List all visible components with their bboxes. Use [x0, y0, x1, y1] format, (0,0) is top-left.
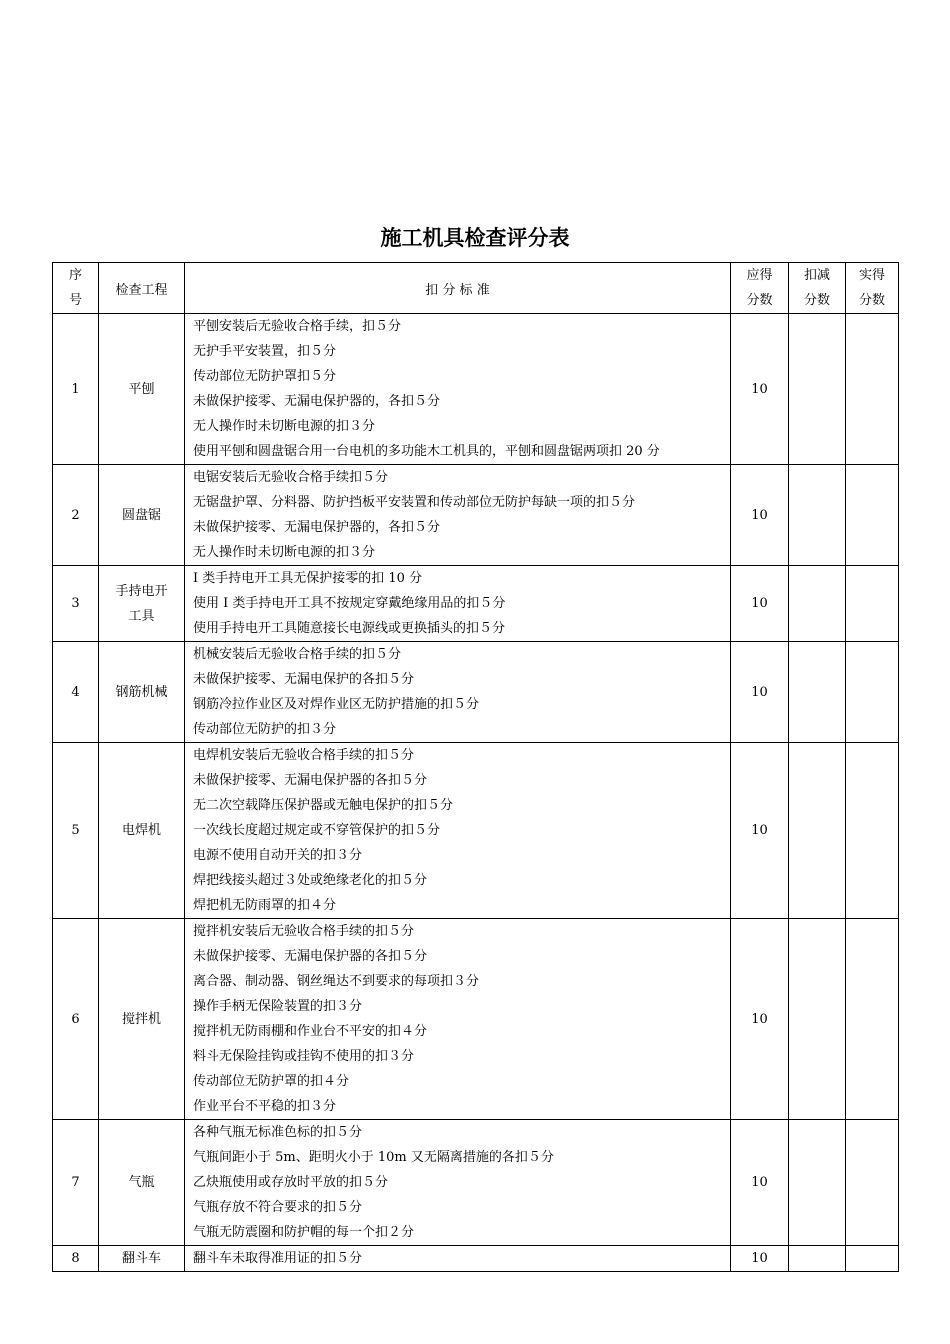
table-row: [53, 1246, 899, 1272]
row-standards: [185, 642, 731, 743]
table-row: [53, 743, 899, 919]
row-item-label: 气瓶: [128, 1175, 155, 1190]
standard-line: 焊把机无防雨罩的扣４分: [193, 898, 337, 913]
row-number: 1: [53, 314, 99, 465]
table-row: [53, 566, 899, 642]
standard-line: 未做保护接零、无漏电保护器的各扣５分: [193, 949, 428, 964]
row-actual-score[interactable]: [846, 1120, 899, 1246]
row-item-label: 手持电开: [115, 583, 168, 599]
header-standard: 扣 分 标 准: [185, 263, 731, 314]
header-actual-score: 实得 分数: [846, 263, 899, 314]
row-number: 3: [53, 566, 99, 642]
header-full-score: 应得 分数: [731, 263, 789, 314]
header-deduct-score: 扣减 分数: [789, 263, 846, 314]
row-actual-score[interactable]: [846, 465, 899, 566]
row-item: [99, 642, 185, 743]
standard-line: 搅拌机无防雨棚和作业台不平安的扣４分: [193, 1024, 428, 1039]
row-item: [99, 1120, 185, 1246]
row-full-score: 10: [731, 465, 789, 566]
standard-line: 气瓶存放不符合要求的扣５分: [193, 1200, 363, 1215]
row-full-score: 10: [731, 642, 789, 743]
row-number: 4: [53, 642, 99, 743]
score-table: [52, 262, 899, 1272]
row-deduct-score[interactable]: [789, 743, 846, 919]
standard-line: 翻斗车未取得准用证的扣５分: [193, 1251, 363, 1266]
row-item: [99, 919, 185, 1120]
standard-line: 气瓶无防震圈和防护帽的每一个扣２分: [193, 1225, 415, 1240]
standard-line: 搅拌机安装后无验收合格手续的扣５分: [193, 924, 415, 939]
standard-line: 电焊机安装后无验收合格手续的扣５分: [193, 748, 415, 763]
row-full-score: 10: [731, 743, 789, 919]
standard-line: 使用平刨和圆盘锯合用一台电机的多功能木工机具的，平刨和圆盘锯两项扣 20 分: [193, 444, 660, 459]
standard-line: 机械安装后无验收合格手续的扣５分: [193, 647, 402, 662]
standard-line: 未做保护接零、无漏电保护器的，各扣５分: [193, 520, 441, 535]
standard-line: 未做保护接零、无漏电保护的各扣５分: [193, 672, 415, 687]
row-standards: [185, 919, 731, 1120]
row-standards: [185, 1120, 731, 1246]
standard-line: 一次线长度超过规定或不穿管保护的扣５分: [193, 823, 441, 838]
standard-line: 作业平台不平稳的扣３分: [193, 1099, 337, 1114]
row-item-label-line2: 工具: [128, 608, 155, 624]
table-row: [53, 642, 899, 743]
row-standards: [185, 465, 731, 566]
row-standards: [185, 1246, 731, 1272]
row-actual-score[interactable]: [846, 743, 899, 919]
standard-line: 平刨安装后无验收合格手续，扣５分: [193, 319, 402, 334]
row-actual-score[interactable]: [846, 314, 899, 465]
row-deduct-score[interactable]: [789, 314, 846, 465]
standard-line: 电源不使用自动开关的扣３分: [193, 848, 363, 863]
standard-line: 电锯安装后无验收合格手续扣５分: [193, 470, 389, 485]
table-body: [53, 314, 899, 1272]
row-item-label: 钢筋机械: [115, 684, 168, 700]
row-deduct-score[interactable]: [789, 1246, 846, 1272]
standard-line: 钢筋冷拉作业区及对焊作业区无防护措施的扣５分: [193, 697, 480, 712]
standard-line: 无人操作时未切断电源的扣３分: [193, 419, 376, 434]
row-number: 2: [53, 465, 99, 566]
row-number: 5: [53, 743, 99, 919]
row-item-label: 圆盘锯: [121, 507, 161, 523]
standard-line: 使用 I 类手持电开工具不按规定穿戴绝缘用品的扣５分: [193, 596, 506, 611]
row-item: [99, 743, 185, 919]
row-full-score: 10: [731, 1246, 789, 1272]
row-item: [99, 465, 185, 566]
row-item-label: 平刨: [128, 381, 155, 397]
row-standards: [185, 743, 731, 919]
row-number: 6: [53, 919, 99, 1120]
row-deduct-score[interactable]: [789, 642, 846, 743]
row-standards: [185, 314, 731, 465]
table-row: [53, 465, 899, 566]
standard-line: 无二次空载降压保护器或无触电保护的扣５分: [193, 798, 454, 813]
row-deduct-score[interactable]: [789, 1120, 846, 1246]
row-actual-score[interactable]: [846, 642, 899, 743]
row-actual-score[interactable]: [846, 566, 899, 642]
row-item-label: 搅拌机: [121, 1011, 161, 1027]
row-item: [99, 314, 185, 465]
standard-line: 焊把线接头超过３处或绝缘老化的扣５分: [193, 873, 428, 888]
row-deduct-score[interactable]: [789, 919, 846, 1120]
row-item: [99, 1246, 185, 1272]
standard-line: 操作手柄无保险装置的扣３分: [193, 999, 363, 1014]
row-item-label: 翻斗车: [121, 1251, 161, 1266]
row-deduct-score[interactable]: [789, 566, 846, 642]
standard-line: 离合器、制动器、钢丝绳达不到要求的每项扣３分: [193, 974, 480, 989]
row-number: 8: [53, 1246, 99, 1272]
row-full-score: 10: [731, 566, 789, 642]
header-row: [53, 263, 899, 314]
row-item-label: 电焊机: [121, 823, 161, 838]
standard-line: 气瓶间距小于 5m、距明火小于 10m 又无隔离措施的各扣５分: [193, 1150, 554, 1165]
header-item: 检查工程: [99, 263, 185, 314]
standard-line: 使用手持电开工具随意接长电源线或更换插头的扣５分: [193, 621, 506, 636]
standard-line: 料斗无保险挂钩或挂钩不使用的扣３分: [193, 1049, 415, 1064]
standard-line: 传动部位无防护罩扣５分: [193, 369, 337, 384]
standard-line: 无锯盘护罩、分料器、防护挡板平安装置和传动部位无防护每缺一项的扣５分: [193, 495, 636, 510]
table-row: [53, 1120, 899, 1246]
row-deduct-score[interactable]: [789, 465, 846, 566]
standard-line: 传动部位无防护罩的扣４分: [193, 1074, 350, 1089]
table-row: [53, 919, 899, 1120]
standard-line: 传动部位无防护的扣３分: [193, 722, 337, 737]
standard-line: 无护手平安装置，扣５分: [193, 344, 337, 359]
standard-line: 各种气瓶无标准色标的扣５分: [193, 1125, 363, 1140]
row-actual-score[interactable]: [846, 919, 899, 1120]
row-item: [99, 566, 185, 642]
row-standards: [185, 566, 731, 642]
standard-line: 未做保护接零、无漏电保护器的，各扣５分: [193, 394, 441, 409]
row-full-score: 10: [731, 919, 789, 1120]
page-title: 施工机具检查评分表: [380, 226, 570, 250]
standard-line: 未做保护接零、无漏电保护器的各扣５分: [193, 773, 428, 788]
standard-line: 乙炔瓶使用或存放时平放的扣５分: [193, 1175, 389, 1190]
header-no: 序 号: [53, 263, 99, 314]
row-number: 7: [53, 1120, 99, 1246]
row-actual-score[interactable]: [846, 1246, 899, 1272]
row-full-score: 10: [731, 1120, 789, 1246]
standard-line: I 类手持电开工具无保护接零的扣 10 分: [193, 571, 423, 586]
table-row: [53, 314, 899, 465]
row-full-score: 10: [731, 314, 789, 465]
standard-line: 无人操作时未切断电源的扣３分: [193, 545, 376, 560]
